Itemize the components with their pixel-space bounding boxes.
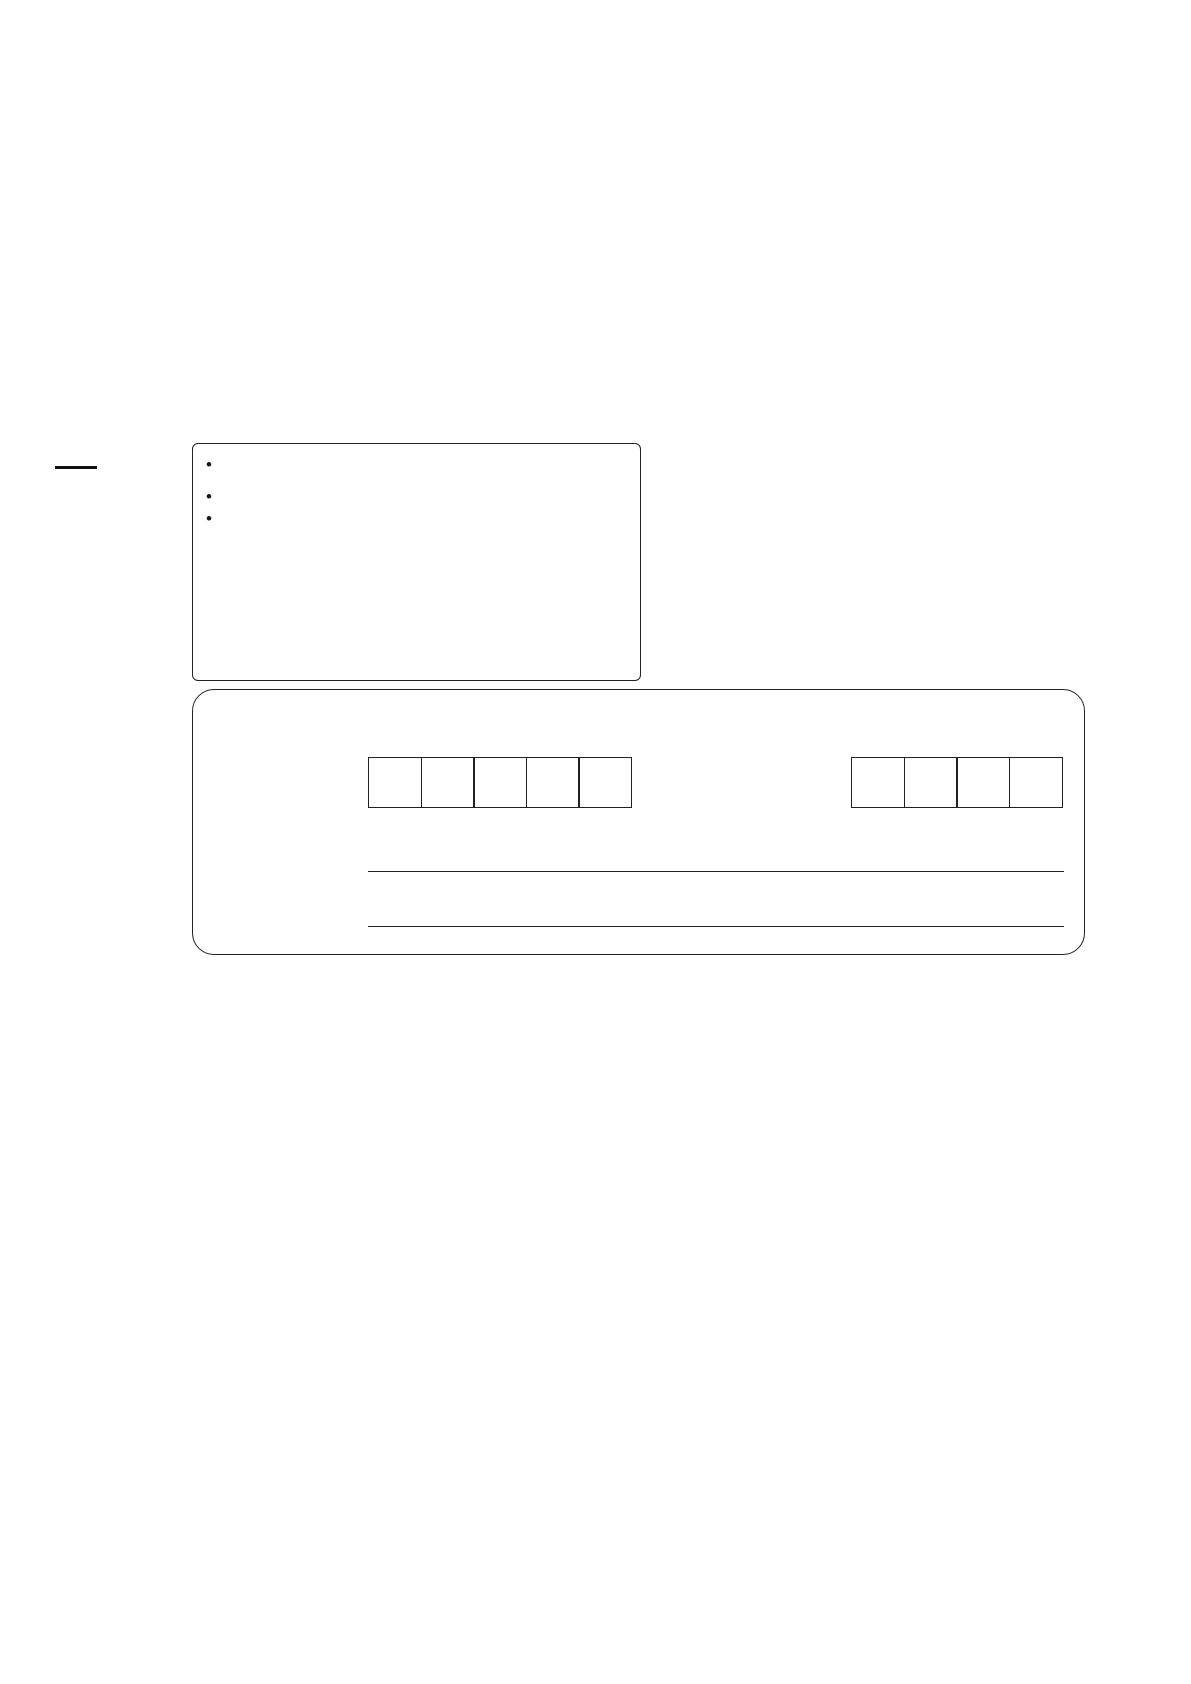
centre-number-boxes — [368, 757, 631, 808]
ocr-logo — [192, 92, 432, 172]
candidate-number-cell[interactable] — [904, 757, 958, 808]
candidate-number-cell[interactable] — [851, 757, 905, 808]
paper-code-line — [192, 350, 199, 381]
must-have-item: • — [206, 455, 212, 474]
side-barcode — [40, 466, 100, 706]
last-name-field[interactable] — [368, 926, 1064, 927]
centre-number-cell[interactable] — [473, 757, 527, 808]
centre-number-cell[interactable] — [421, 757, 475, 808]
candidate-number-cell[interactable] — [956, 757, 1010, 808]
requirements-box — [192, 443, 641, 681]
candidate-number-boxes — [851, 757, 1061, 808]
top-barcode — [762, 598, 1052, 668]
candidate-number-cell[interactable] — [1009, 757, 1063, 808]
candidate-details-box — [192, 689, 1085, 955]
first-name-field[interactable] — [368, 871, 1064, 872]
centre-number-cell[interactable] — [368, 757, 422, 808]
centre-number-cell[interactable] — [526, 757, 580, 808]
can-use-item: • — [206, 509, 212, 528]
can-use-item: • — [206, 487, 212, 506]
centre-number-cell[interactable] — [578, 757, 632, 808]
